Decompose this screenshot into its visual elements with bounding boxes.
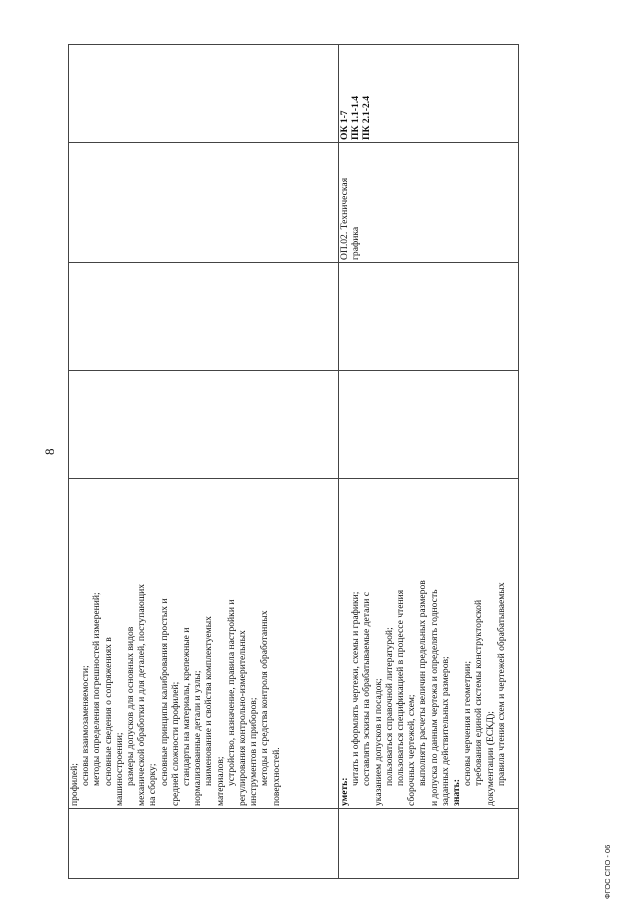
table-cell-blank — [69, 143, 339, 263]
text-line: поверхностей. — [270, 747, 282, 806]
text-line: знать: — [451, 779, 463, 806]
text-line: основные сведения о сопряжениях в — [102, 637, 114, 786]
table-cell-blank — [69, 263, 339, 371]
text-line: правила чтения схем и чертежей обрабатываемых — [495, 582, 507, 786]
text-line: документации (ЕСКД); — [484, 711, 496, 806]
text-line: указанием допусков и посадок; — [372, 678, 384, 806]
competency-code: ПК 1.1-1.4 — [350, 96, 362, 140]
text-line: механической обработки и для деталей, поступающих — [136, 583, 148, 806]
competencies-cell — [339, 45, 519, 143]
text-line: регулирования контрольно-измерительных — [237, 630, 249, 806]
table-cell-blank — [69, 371, 339, 479]
footer-label: ФГОС СПО - 06 — [603, 844, 612, 899]
text-line: заданных действительных размеров; — [439, 656, 451, 806]
knowledge-cell — [69, 479, 339, 809]
skills-cell — [339, 479, 519, 809]
text-line: и допуска по данным чертежа и определять годность — [428, 589, 440, 806]
text-line: составлять эскизы на обрабатываемые детали с — [361, 591, 373, 786]
text-line: требования единой системы конструкторской — [473, 599, 485, 786]
skills-list — [339, 481, 507, 806]
text-line: профилей; — [69, 763, 80, 806]
text-line: нормализованные детали и узлы; — [192, 670, 204, 806]
text-line: выполнять расчеты величин предельных размеров — [417, 580, 429, 786]
text-line: пользоваться справочной литературой; — [383, 627, 395, 786]
table-cell-blank — [339, 371, 519, 479]
page-number: 8 — [42, 448, 57, 455]
text-line: на сборку; — [147, 763, 159, 806]
text-line: уметь: — [339, 777, 350, 806]
competency-code: ПК 2.1-2.4 — [361, 96, 373, 140]
text-line: устройство, назначение, правила настройки и — [225, 599, 237, 786]
text-line: читать и оформлять чертежи, схемы и графики; — [350, 591, 362, 786]
text-line: основные принципы калибрования простых и — [158, 598, 170, 786]
text-line: пользоваться спецификацией в процессе чтения — [395, 589, 407, 786]
text-line: методы определения погрешностей измерений; — [91, 592, 103, 786]
table-cell-blank — [339, 263, 519, 371]
text-line: инструментов и приборов; — [248, 697, 260, 806]
text-line: сборочных чертежей, схем; — [406, 694, 418, 806]
table-cell-blank — [69, 45, 339, 143]
text-line: основы взаимозаменяемости; — [80, 665, 92, 786]
curriculum-table — [68, 44, 519, 879]
text-line: основы черчения и геометрии; — [462, 661, 474, 786]
table-cell-blank — [339, 809, 519, 879]
text-line: методы и средства контроля обработанных — [259, 610, 271, 786]
text-line: средней сложности профилей; — [169, 681, 181, 806]
competency-code: ОК 1-7 — [339, 110, 350, 140]
text-line: стандарты на материалы, крепежные и — [181, 627, 193, 786]
table-row — [339, 45, 519, 879]
knowledge-list — [69, 481, 282, 806]
text-line: материалов; — [214, 756, 226, 806]
table-row — [69, 45, 339, 879]
text-line: размеры допусков для основных видов — [125, 626, 137, 786]
text-line: наименование и свойства комплектуемых — [203, 616, 215, 786]
text-line: машиностроении; — [113, 732, 125, 806]
table-cell-blank — [69, 809, 339, 879]
subject-cell: ОП.02. Техническая графика — [339, 143, 519, 263]
